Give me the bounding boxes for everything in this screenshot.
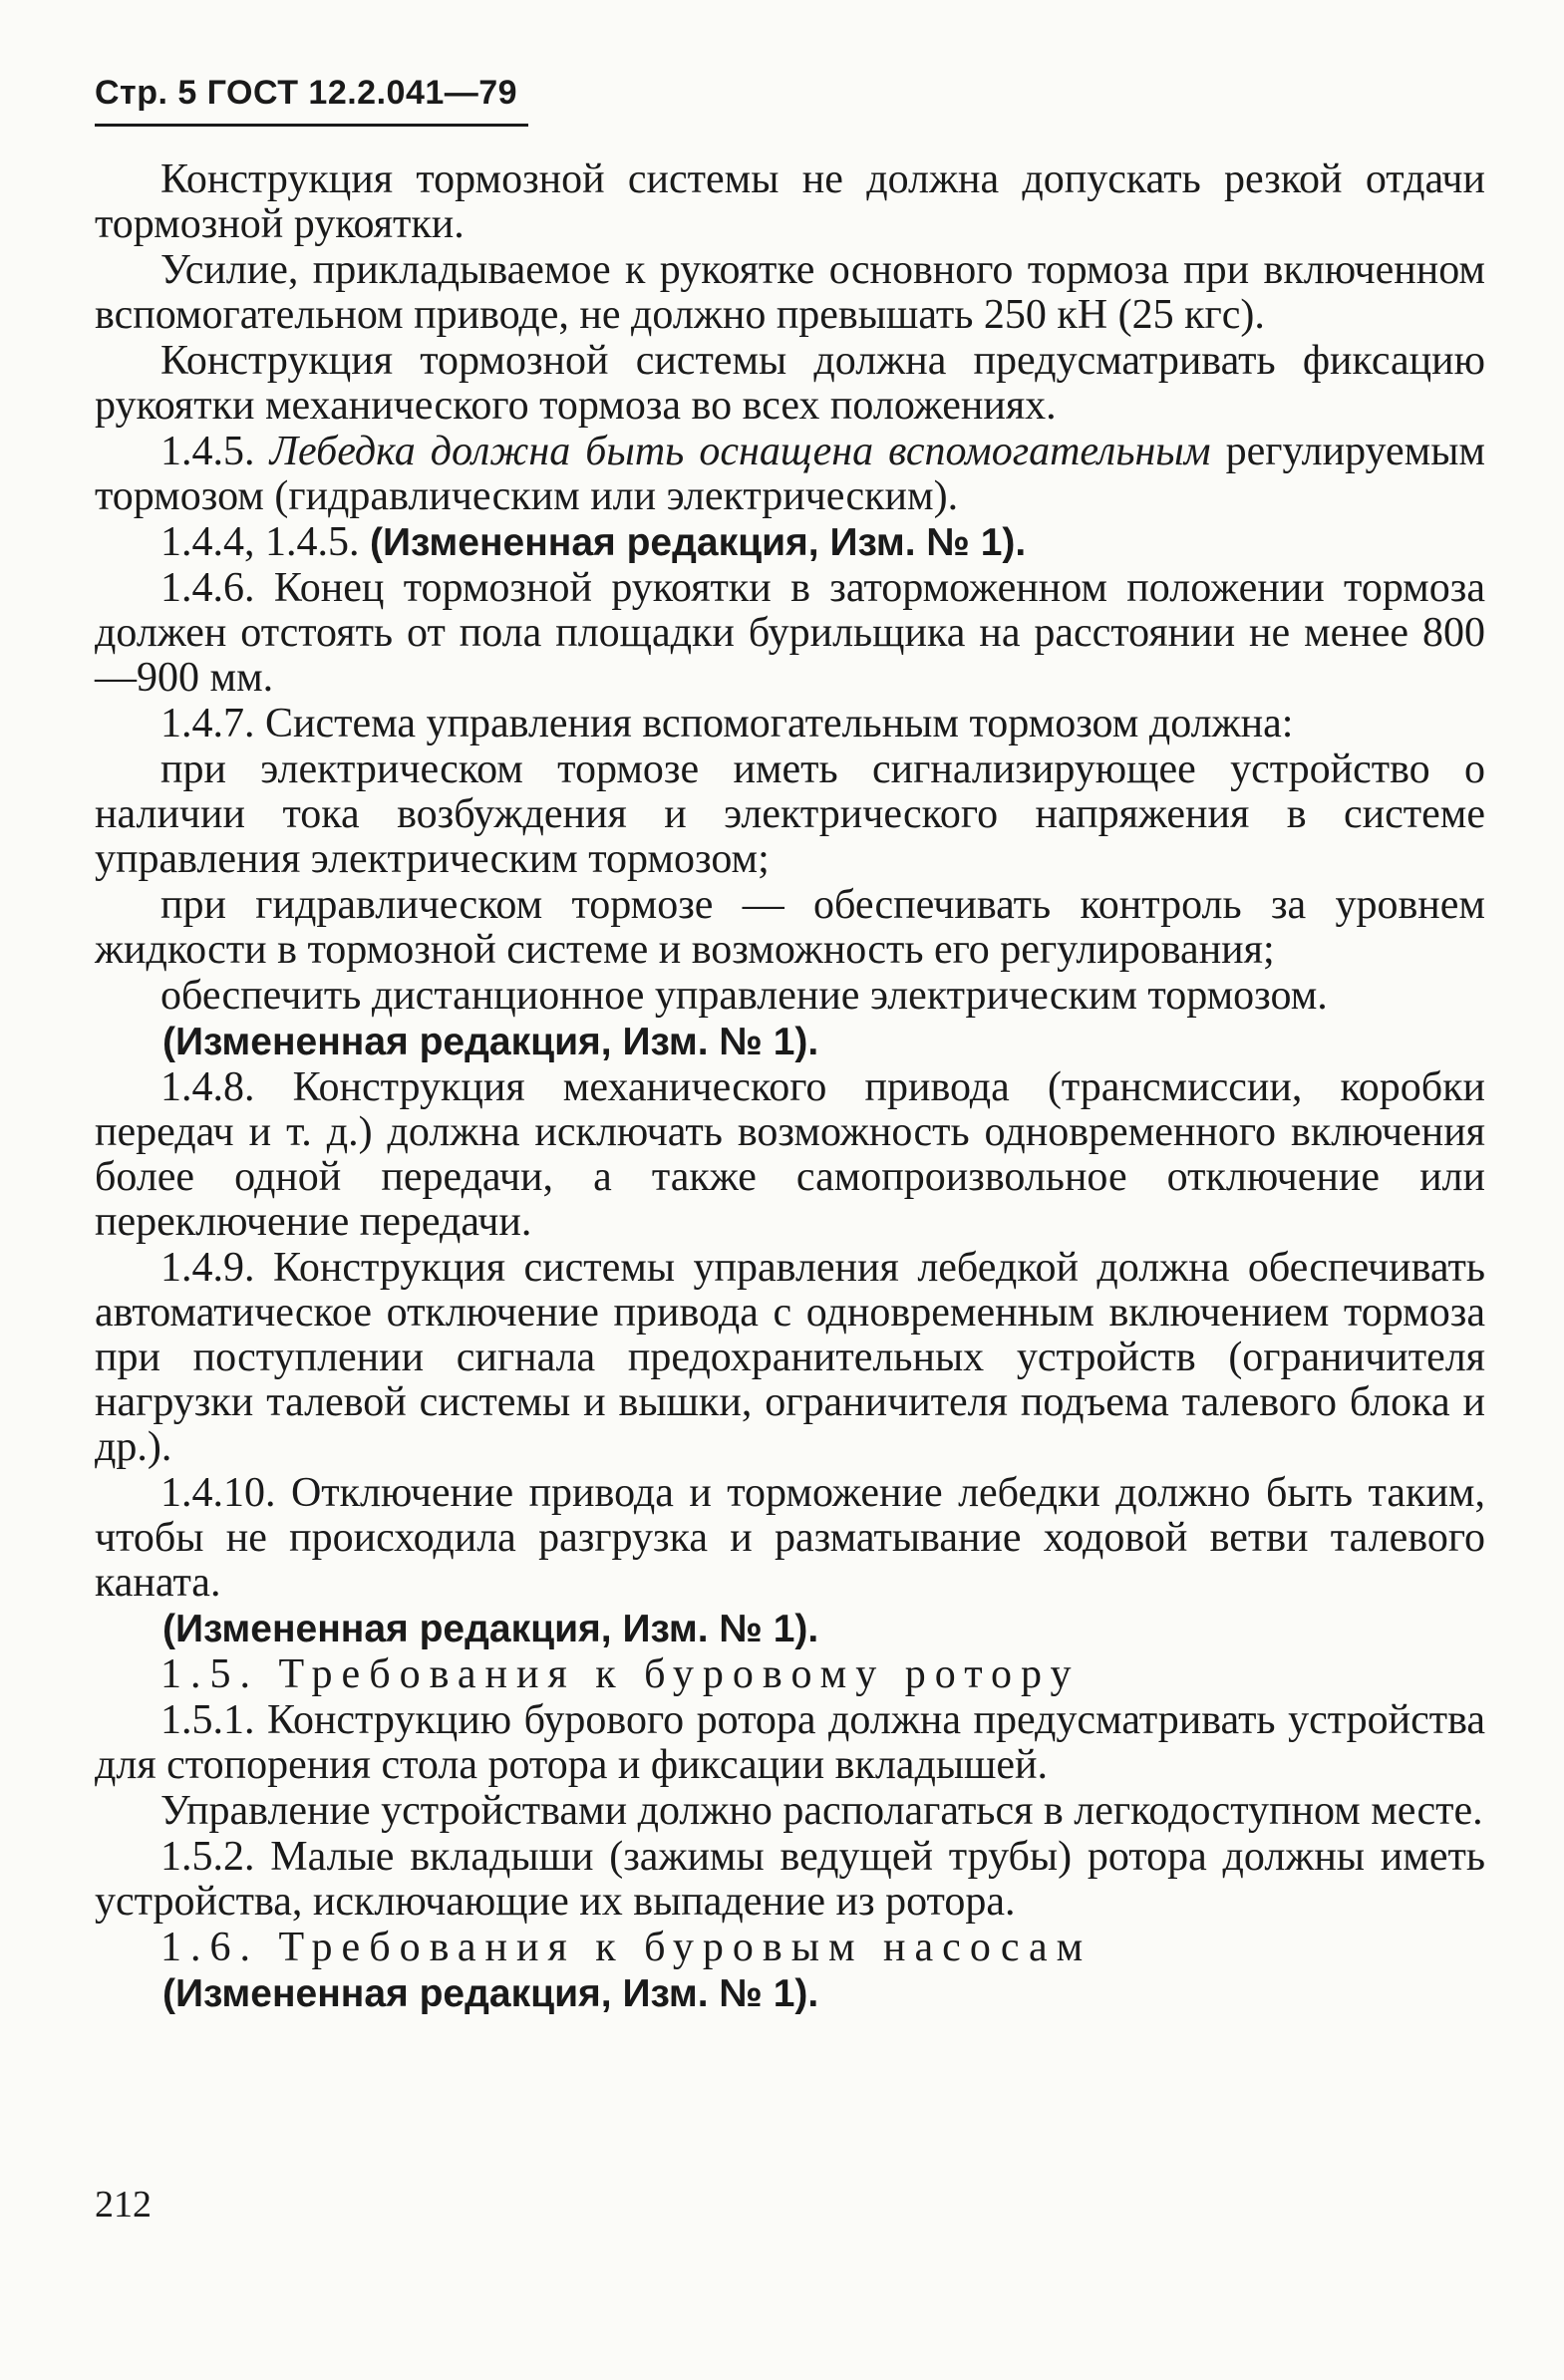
paragraph: 1.4.10. Отключение привода и торможение лебедки должно быть таким, чтобы не происходила разгрузка и разматывание ходовой ветви талевого каната.: [95, 1470, 1485, 1606]
paragraph: обеспечить дистанционное управление электрическим тормозом.: [160, 973, 1328, 1019]
paragraph: 1.4.6. Конец тормозной рукоятки в заторможенном положении тормоза должен отстоять от пола площадки бурильщика на расстоянии не менее 800—900 мм.: [95, 565, 1485, 701]
paragraph: 1.4.7. Система управления вспомогательным тормозом должна:: [160, 701, 1294, 746]
paragraph: 1.5.1. Конструкцию бурового ротора должна предусматривать устройства для стопорения стола ротора и фиксации вкладышей.: [95, 1697, 1485, 1788]
clause-number: 1.4.5.: [160, 429, 255, 474]
section-heading: 1.6. Требования к буровым насосам: [160, 1925, 1093, 1970]
paragraph: 1.4.9. Конструкция системы управления лебедкой должна обеспечивать автоматическое отключение привода с одновременным включением тормоза при поступлении сигнала предохранительных устройств (ограничителя нагрузки талевой системы и вышки, ограничителя подъема талевого блока и др.).: [95, 1245, 1485, 1470]
amendment-note-1-4-4: [95, 520, 1485, 565]
paragraph: 1.5.2. Малые вкладыши (зажимы ведущей трубы) ротора должны иметь устройства, исключающие их выпадение из ротора.: [95, 1834, 1485, 1925]
amendment-label: (Измененная редакция, Изм. № 1).: [370, 521, 1027, 564]
amendment-note: (Измененная редакция, Изм. № 1).: [162, 1972, 819, 2015]
paragraph: Конструкция тормозной системы не должна допускать резкой отдачи тормозной рукоятки.: [95, 156, 1485, 247]
page-header: Стр. 5 ГОСТ 12.2.041—79: [95, 74, 518, 112]
paragraph: Конструкция тормозной системы должна предусматривать фиксацию рукоятки механического тормоза во всех положениях.: [95, 338, 1485, 429]
section-heading: 1.5. Требования к буровому ротору: [160, 1651, 1081, 1697]
document-body: [95, 157, 1485, 2017]
amendment-note: (Измененная редакция, Изм. № 1).: [162, 1021, 819, 1063]
paragraph: Усилие, прикладываемое к рукоятке основного тормоза при включенном вспомогательном приводе, не должно превышать 250 кН (25 кгс).: [95, 247, 1485, 338]
paragraph: при электрическом тормозе иметь сигнализирующее устройство о наличии тока возбуждения и электрического напряжения в системе управления электрическим тормозом;: [95, 746, 1485, 882]
paragraph: Управление устройствами должно располагаться в легкодоступном месте.: [160, 1788, 1483, 1834]
paragraph: при гидравлическом тормозе — обеспечивать контроль за уровнем жидкости в тормозной системе и возможность его регулирования;: [95, 882, 1485, 973]
italic-text: Лебедка должна быть оснащена вспомогательным: [269, 429, 1211, 474]
paragraph-1-4-5: [95, 430, 1485, 519]
clause-text: регулируемым тормозом (гидравлическим или электрическим).: [95, 429, 1485, 519]
amendment-note: (Измененная редакция, Изм. № 1).: [162, 1608, 819, 1650]
paragraph: 1.4.8. Конструкция механического привода (трансмиссии, коробки передач и т. д.) должна исключать возможность одновременного включения более одной передачи, а также самопроизвольное отключение или переключение передачи.: [95, 1064, 1485, 1245]
header-rule: [95, 124, 528, 127]
page-number: 212: [95, 2184, 152, 2226]
clause-number: 1.4.4, 1.4.5.: [160, 519, 360, 565]
